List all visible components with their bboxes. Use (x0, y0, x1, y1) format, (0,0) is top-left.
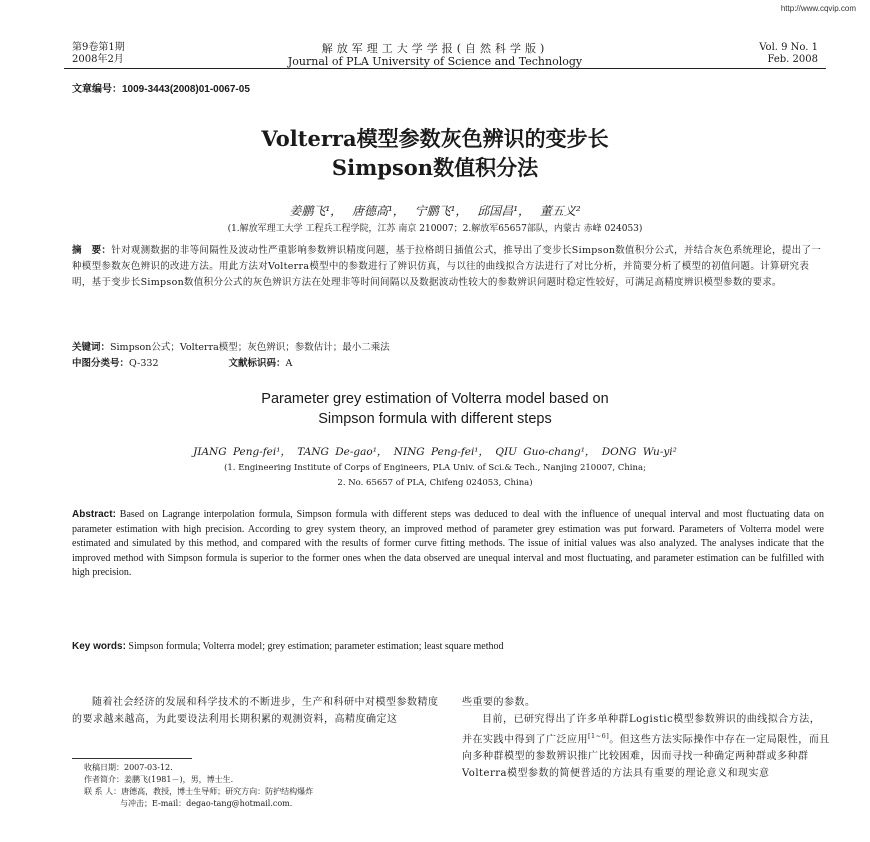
abstract-cn-label: 摘 要： (72, 245, 112, 256)
footnote (84, 762, 313, 810)
doc-code-value: A (285, 358, 293, 369)
body-left-text: 随着社会经济的发展和科学技术的不断进步，生产和科研中对模型参数精度的要求越来越高，为此要设法利用长期积累的观测资料，高精度确定这 (72, 697, 439, 725)
footnote-contact-2: 与冲击；E-mail：degao-tang@hotmail.com. (120, 799, 293, 808)
body-right-p1: 些重要的参数。 (462, 697, 536, 708)
body-right-p2 (462, 711, 830, 782)
journal-name-en: Journal of PLA University of Science and Technology (287, 55, 583, 68)
title-en-line2: Simpson formula with different steps (318, 411, 552, 427)
body-right-p2-a: 目前，已研究得出了许多单种群Logistic模型参数辨识的曲线拟合方法，并在实践中得到了广泛应用 (462, 714, 821, 746)
keywords-en-label: Key words: (72, 641, 126, 652)
volume-issue-en: Vol. 9 No. 1 (759, 42, 818, 53)
journal-name (0, 42, 870, 68)
date-cn: 2008年2月 (72, 54, 124, 65)
abstract-en (72, 508, 824, 581)
footnote-rule (72, 758, 192, 759)
date-en: Feb. 2008 (767, 54, 818, 65)
body-right-p2-b: 。但这些方法实际操作中存在一定局限性，而且向多种群模型的参数辨识推广比较困难，因而寻找一种确定两种群或多种群Volterra模型参数的简便普适的方法具有重要的理论意义和现实意 (462, 734, 830, 780)
journal-name-cn: 解放军理工大学学报(自然科学版) (321, 42, 549, 55)
title-en-line1: Parameter grey estimation of Volterra model based on (261, 391, 609, 407)
abstract-cn (72, 243, 824, 291)
footnote-received: 收稿日期：2007-03-12. (84, 763, 173, 772)
footnote-author-bio: 作者简介：姜鹏飞(1981－)，男，博士生. (84, 775, 234, 784)
affiliation-en-line1: (1. Engineering Institute of Corps of Engineers, PLA Univ. of Sci.& Tech., Nanjing 210007, China; (224, 463, 646, 473)
authors-cn: 姜鹏飞¹， 唐德高¹， 宁鹏飞¹， 邱国昌¹， 董五义² (289, 204, 581, 218)
header-volume-en (759, 42, 818, 66)
title-cn-line1: Volterra模型参数灰色辨识的变步长 (261, 126, 609, 151)
affiliation-en-line2: 2. No. 65657 of PLA, Chifeng 024053, China) (337, 478, 533, 488)
footnote-contact-1: 联 系 人：唐德高，教授，博士生导师；研究方向：防护结构爆炸 (84, 787, 314, 796)
article-number: 文章编号：1009-3443(2008)01-0067-05 (72, 84, 250, 95)
classification-cn (72, 355, 292, 369)
title-cn-line2: Simpson数值积分法 (331, 155, 539, 180)
abstract-en-label: Abstract: (72, 509, 116, 520)
authors-en: JIANG Peng-fei¹， TANG De-gao¹， NING Peng-fei¹， QIU Guo-chang¹， DONG Wu-yi² (193, 446, 677, 458)
affiliation-cn: (1.解放军理工大学 工程兵工程学院，江苏 南京 210007；2.解放军65657部队，内蒙古 赤峰 024053) (227, 224, 643, 234)
affiliation-en (0, 461, 870, 491)
header-rule (64, 68, 826, 69)
classification-label: 中图分类号： (72, 358, 130, 369)
keywords-en (72, 640, 824, 655)
title-en (0, 389, 870, 429)
doc-code-label: 文献标识码： (228, 358, 286, 369)
abstract-en-text: Based on Lagrange interpolation formula, Simpson formula with different steps was deduced to deal with the influence of unequal interval and most fluctuating data on parameter estimation with high precision. According to grey system theory, an improved method of parameter grey estimation was put forward. Parameters of Volterra model were estimated and simulated by this method, and compared with the results of former curve fitting methods. The issue of initial values was also analyzed. The analyses indicate that the improved method with Simpson formula is superior to the former ones when the data observed are unequal interval and most fluctuating, and parameter estimation can be fulfilled with high precision. (72, 509, 824, 579)
body-column-left (72, 694, 440, 728)
keywords-cn-text: Simpson公式；Volterra模型；灰色辨识；参数估计；最小二乘法 (110, 342, 390, 353)
keywords-cn (72, 339, 390, 353)
citation: [1~6] (588, 732, 610, 740)
classification-value: Q-332 (129, 358, 159, 369)
abstract-cn-text: 针对观测数据的非等间隔性及波动性严重影响参数辨识精度问题，基于拉格朗日插值公式，推导出了变步长Simpson数值积分公式，并结合灰色系统理论，提出了一种模型参数灰色辨识的改进方法。用此方法对Volterra模型中的参数进行了辨识仿真，与以往的曲线拟合方法进行了对比分析，并简要分析了模型的初值问题。计算研究表明，基于变步长Simpson数值积分公式的灰色辨识方法在处理非等时间间隔以及数据波动性较大的参数辨识问题时稳定性较好，可满足高精度辨识模型参数的要求。 (72, 245, 822, 288)
title-cn (0, 124, 870, 182)
source-url: http://www.cqvip.com (780, 4, 856, 13)
volume-issue-cn: 第9卷第1期 (72, 42, 125, 53)
keywords-cn-label: 关键词： (72, 342, 111, 353)
keywords-en-text: Simpson formula; Volterra model; grey estimation; parameter estimation; least square method (128, 641, 504, 652)
body-column-right (462, 694, 830, 782)
